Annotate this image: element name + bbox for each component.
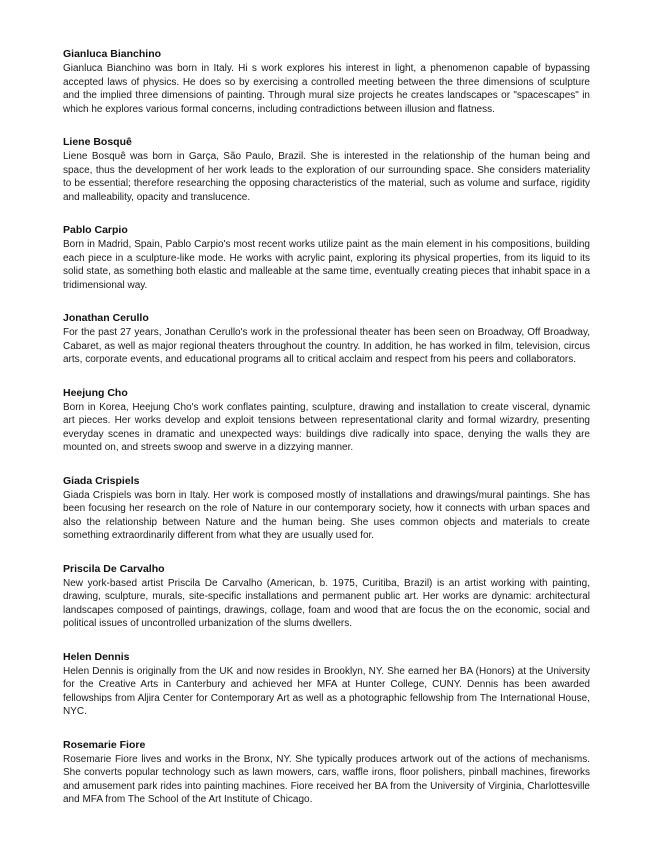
artist-bio-text: Rosemarie Fiore lives and works in the Bronx, NY. She typically produces artwork out of the actions of mechanisms. She converts popular technology such as lawn mowers, cars, waffle irons, floor polishers, pinball machines, fireworks and amusement park rides into painting machines. Fiore received her BA from the University of Virginia, Charlottesville and MFA from The School of the Art Institute of Chicago. (63, 753, 590, 805)
artist-name: Jonathan Cerullo (63, 312, 149, 324)
artist-name: Gianluca Bianchino (63, 48, 162, 60)
artist-bios-page (63, 47, 590, 826)
bio-section (63, 386, 590, 455)
bio-section (63, 562, 590, 631)
artist-bio-text: Born in Madrid, Spain, Pablo Carpio's most recent works utilize paint as the main element in his compositions, building each piece in a sculpture-like mode. He works with acrylic paint, exploring its physical properties, from its liquid to its solid state, as something both elastic and malleable at the same time, eventually creating pieces that inhabit space in a tridimensional way. (63, 239, 590, 291)
artist-bio-text: Liene Bosquê was born in Garça, São Paulo, Brazil. She is interested in the relationship of the human being and space, thus the development of her work leads to the exploration of our surrounding space. She considers materiality to be essential; therefore researching the opposing characteristics of the material, such as volume and surface, rigidity and malleability, opacity and translucence. (63, 151, 590, 203)
artist-bio-text: Gianluca Bianchino was born in Italy. Hi s work explores his interest in light, a phenomenon capable of bypassing accepted laws of physics. He does so by exercising a controlled meeting between the three dimensions of sculpture and the implied three dimensions of painting. Through mural size projects he creates landscapes or "spacescapes" in which he explores various formal concerns, including contradictions between illusion and flatness. (63, 63, 590, 115)
bio-section (63, 135, 590, 204)
artist-bio-text: Born in Korea, Heejung Cho's work conflates painting, sculpture, drawing and installation to create visceral, dynamic art pieces. Her works develop and exploit tensions between representational clarity and formal wizardry, presenting everyday scenes in dramatic and unexpected ways: buildings dive radically into space, denying the walls they are mounted on, and streets swoop and swerve in a dizzying manner. (63, 401, 590, 453)
bio-section (63, 738, 590, 807)
artist-name: Helen Dennis (63, 650, 130, 663)
bio-section (63, 650, 590, 719)
artist-bio-text: For the past 27 years, Jonathan Cerullo's work in the professional theater has been seen on Broadway, Off Broadway, Cabaret, as well as major regional theaters throughout the country. In addition, he has worked in film, television, circus arts, corporate events, and educational programs all to critical acclaim and respect from his peers and collaborators. (63, 327, 590, 365)
artist-name: Rosemarie Fiore (63, 738, 146, 751)
artist-bio-text: Helen Dennis is originally from the UK and now resides in Brooklyn, NY. She earned her BA (Honors) at the University for the Creative Arts in Canterbury and achieved her MFA at Hunter College, CUNY. Dennis has been awarded fellowships from Aljira Center for Contemporary Art as well as a photographic fellowship from The International House, NYC. (63, 665, 590, 717)
bio-section (63, 311, 590, 367)
artist-bio-text: New york-based artist Priscila De Carvalho (American, b. 1975, Curitiba, Brazil) is an artist working with painting, drawing, sculpture, murals, site-specific installations and permanent public art. Her works are dynamic: architectural landscapes composed of paintings, drawings, collage, foam and wood that are focus the on the economic, social and political issues of uncontrolled urbanization of the slums dwellers. (63, 577, 590, 629)
bio-section (63, 474, 590, 543)
artist-name: Heejung Cho (63, 386, 128, 399)
bio-section (63, 223, 590, 292)
bio-section (63, 47, 590, 116)
artist-name: Giada Crispiels (63, 474, 140, 487)
artist-bio-text: Giada Crispiels was born in Italy. Her work is composed mostly of installations and drawings/mural paintings. She has been focusing her research on the role of Nature in our contemporary society, how it connects with urban spaces and also the relationship between Nature and the human being. She uses common objects and materials to create something extraordinarily different from what they are usually used for. (63, 489, 590, 541)
artist-name: Pablo Carpio (63, 224, 128, 236)
artist-name: Liene Bosquê (63, 136, 132, 148)
artist-name: Priscila De Carvalho (63, 562, 165, 575)
